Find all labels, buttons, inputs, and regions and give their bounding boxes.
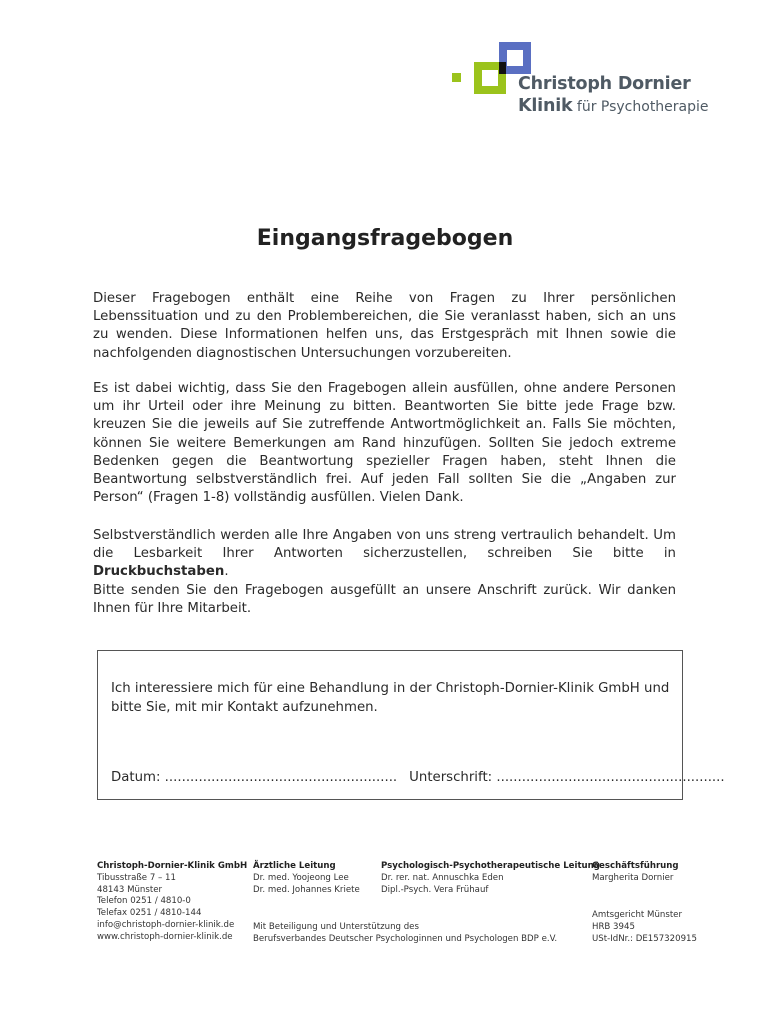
footer-company [97,861,247,944]
footer-medical-lead [253,861,360,896]
logo-subtitle: Klinik für Psychotherapie [518,95,709,116]
footer-management-person: Margherita Dornier [592,872,674,883]
date-field[interactable]: Datum: ....................................................... [111,770,398,785]
signature-line [111,770,725,785]
footer-vat-id: USt-IdNr.: DE157320915 [592,933,697,944]
signature-field[interactable]: Unterschrift: ...................................................... [409,770,725,785]
logo-square-black [499,62,506,74]
footer-registry [592,910,697,945]
block-letters-emphasis: Druckbuchstaben [93,564,225,580]
logo-square-white-inner [507,50,523,66]
footer-court: Amtsgericht Münster [592,910,683,920]
footer-phone: Telefon 0251 / 4810-0 [97,896,191,907]
footer-address-street: Tibusstraße 7 – 11 [97,872,176,883]
footer-management-heading: Geschäftsführung [592,861,679,871]
document-title: Eingangsfragebogen [256,226,514,251]
footer-bdp-note: Mit Beteiligung und Unterstützung des Berufsverbandes Deutscher Psychologinnen und Psychologen BDP e.V. [253,922,558,944]
intro-paragraph: Dieser Fragebogen enthält eine Reihe von Fragen zu Ihrer persönlichen Lebenssituation und zu den Problembereichen, die Sie veranlasst haben, sich an uns zu wenden. Diese Informationen helfen uns, das Erstgespräch mit Ihnen sowie die nachfolgenden diagnostischen Untersuchungen vorzubereiten. [93,291,676,361]
footer-psych-person: Dipl.-Psych. Vera Frühauf [381,884,489,895]
logo-square-white-inner2 [482,70,498,86]
footer-medical-person: Dr. med. Johannes Kriete [253,884,360,895]
contact-request-box [97,650,725,800]
footer-company-heading: Christoph-Dornier-Klinik GmbH [97,861,248,871]
footer-hrb: HRB 3945 [592,921,635,932]
footer-psych-person: Dr. rer. nat. Annuschka Eden [381,872,504,883]
footer-medical-person: Dr. med. Yoojeong Lee [253,872,349,883]
contact-request-text: Ich interessiere mich für eine Behandlung in der Christoph-Dornier-Klinik GmbH und bitte Sie, mit mir Kontakt aufzunehmen. [111,681,670,715]
footer-website-link[interactable]: www.christoph-dornier-klinik.de [97,931,233,942]
footer-psych-heading: Psychologisch-Psychotherapeutische Leitung [381,861,600,871]
footer-fax: Telefax 0251 / 4810-144 [97,908,202,919]
instructions-paragraph: Es ist dabei wichtig, dass Sie den Fragebogen allein ausfüllen, ohne andere Personen um ihr Urteil oder ihre Meinung zu bitten. Beantworten Sie bitte jede Frage bzw. kreuzen Sie die jeweils auf Sie zutreffende Antwortmöglichkeit an. Falls Sie möchten, können Sie weitere Bemerkungen am Rand hinzufügen. Sollten Sie jedoch extreme Bedenken gegen die Beantwortung spezieller Fragen haben, steht Ihnen die Beantwortung selbstverständlich frei. Auf jeden Fall sollten Sie die „Angaben zur Person“ (Fragen 1-8) vollständig ausfüllen. Vielen Dank. [93,381,676,506]
footer-medical-heading: Ärztliche Leitung [253,861,336,871]
footer-management [592,861,679,885]
footer-psych-lead [381,861,600,896]
logo-name: Christoph Dornier [518,74,691,94]
logo-square-green-small [452,73,461,82]
footer-email-link[interactable]: info@christoph-dornier-klinik.de [97,919,235,930]
return-paragraph: Bitte senden Sie den Fragebogen ausgefüllt an unsere Anschrift zurück. Wir danken Ihnen für Ihre Mitarbeit. [93,583,676,617]
confidentiality-paragraph: Selbstverständlich werden alle Ihre Angaben von uns streng vertraulich behandelt. Um die Lesbarkeit Ihrer Antworten sicherzustellen, schreiben Sie bitte in Druckbuchstaben. [93,528,676,580]
clinic-logo-text [518,76,709,115]
footer-address-city: 48143 Münster [97,884,163,895]
